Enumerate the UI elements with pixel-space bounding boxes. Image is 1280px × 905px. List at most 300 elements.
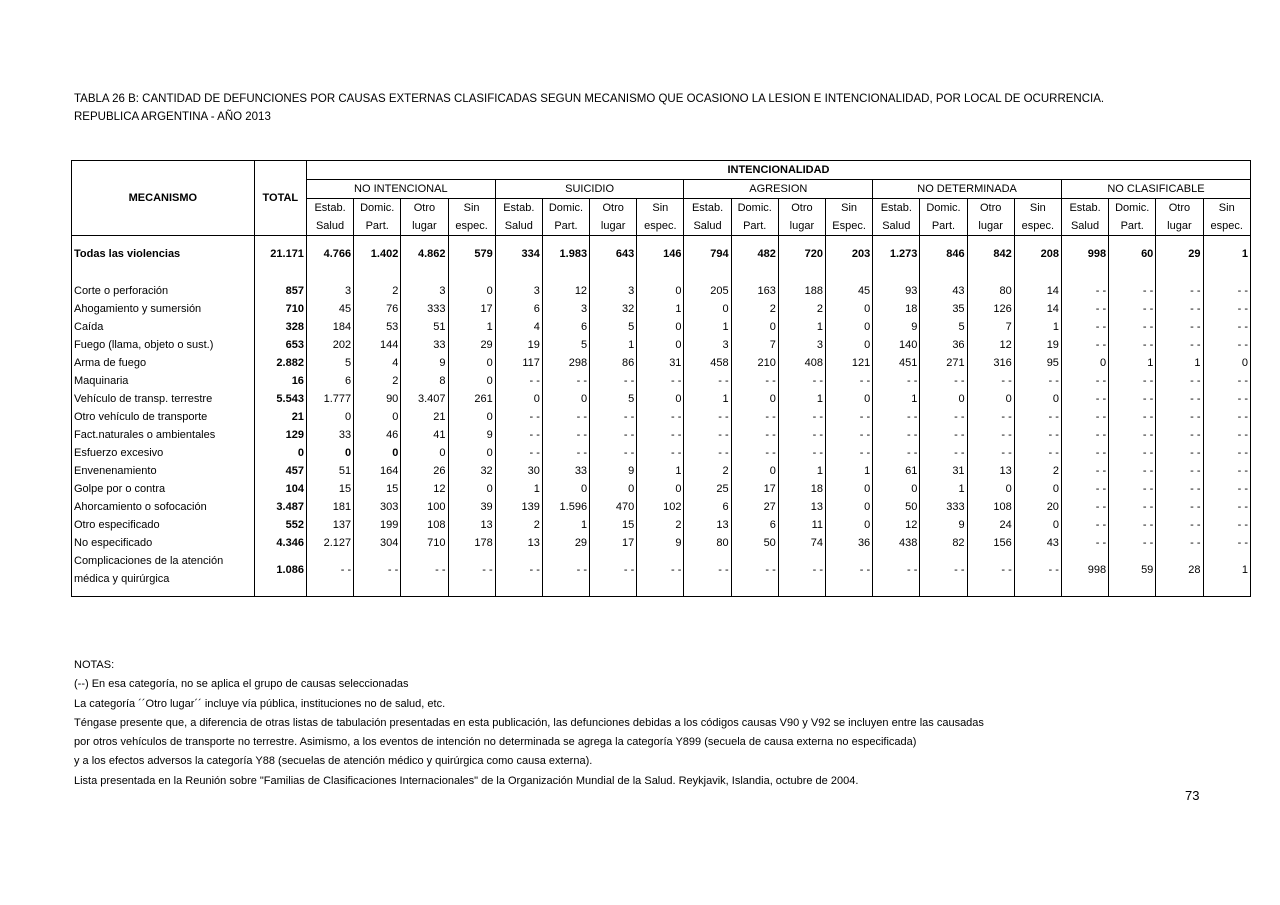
data-cell: - - — [1203, 462, 1251, 480]
row-total: 857 — [254, 282, 306, 300]
data-cell: - - — [1156, 408, 1203, 426]
data-cell: - - — [778, 372, 825, 390]
sub-header: lugar — [778, 217, 825, 236]
data-cell: - - — [1061, 462, 1108, 480]
row-total: 1.086 — [254, 552, 306, 588]
spacer-cell — [778, 588, 825, 597]
data-cell: 0 — [306, 408, 353, 426]
spacer-cell — [590, 588, 637, 597]
data-cell: 3 — [590, 282, 637, 300]
data-cell: - - — [1014, 372, 1061, 390]
note-line: por otros vehículos de transporte no terrestre. Asimismo, a los eventos de intención no determinada se agrega la categoría Y899 (secuela de causa externa no especificada) — [74, 736, 917, 749]
data-cell: 8 — [401, 372, 448, 390]
data-cell: - - — [778, 444, 825, 462]
data-cell: - - — [1061, 426, 1108, 444]
data-cell: 0 — [1014, 390, 1061, 408]
data-cell: 108 — [967, 498, 1014, 516]
data-cell: 1 — [1203, 552, 1251, 588]
data-cell: - - — [637, 426, 684, 444]
table-row — [72, 300, 1251, 318]
data-cell: 0 — [826, 300, 873, 318]
row-label: Esfuerzo excesivo — [72, 444, 255, 462]
data-cell: - - — [873, 372, 920, 390]
spacer-cell — [254, 263, 306, 282]
data-cell: - - — [1156, 516, 1203, 534]
row-total: 552 — [254, 516, 306, 534]
data-cell: 140 — [873, 336, 920, 354]
data-cell: 842 — [967, 245, 1014, 263]
data-cell: - - — [731, 426, 778, 444]
data-cell: 458 — [684, 354, 731, 372]
data-cell: 13 — [967, 462, 1014, 480]
data-cell: 156 — [967, 534, 1014, 552]
data-cell: 1.596 — [542, 498, 589, 516]
sub-header: Part. — [1109, 217, 1156, 236]
spacer-cell — [1203, 263, 1251, 282]
data-cell: - - — [1061, 408, 1108, 426]
row-label-line: Complicaciones de la atención — [74, 555, 224, 567]
data-cell: 0 — [354, 444, 401, 462]
sub-header: Otro — [967, 199, 1014, 218]
table-row — [72, 444, 1251, 462]
data-cell: 3 — [684, 336, 731, 354]
data-cell: 30 — [495, 462, 542, 480]
data-cell: 203 — [826, 245, 873, 263]
data-cell: 408 — [778, 354, 825, 372]
data-cell: - - — [778, 552, 825, 588]
data-cell: - - — [590, 372, 637, 390]
data-cell: 998 — [1061, 552, 1108, 588]
sub-header: Domic. — [542, 199, 589, 218]
data-cell: 0 — [448, 372, 495, 390]
header-total: TOTAL — [254, 161, 306, 236]
data-cell: 5 — [590, 390, 637, 408]
data-cell: - - — [967, 408, 1014, 426]
group-header: NO INTENCIONAL — [306, 180, 495, 199]
spacer-cell — [401, 588, 448, 597]
data-cell: - - — [590, 444, 637, 462]
spacer-cell — [354, 236, 401, 246]
data-cell: 144 — [354, 336, 401, 354]
data-cell: 710 — [401, 534, 448, 552]
spacer-cell — [778, 236, 825, 246]
data-cell: - - — [1109, 390, 1156, 408]
table-row — [72, 534, 1251, 552]
data-cell: - - — [1203, 318, 1251, 336]
data-cell: 261 — [448, 390, 495, 408]
data-cell: - - — [1156, 534, 1203, 552]
data-cell: 4.862 — [401, 245, 448, 263]
data-cell: 50 — [873, 498, 920, 516]
spacer-cell — [920, 236, 967, 246]
sub-header: Estab. — [1061, 199, 1108, 218]
spacer-cell — [542, 236, 589, 246]
data-cell: - - — [1109, 318, 1156, 336]
data-cell: - - — [1203, 498, 1251, 516]
data-cell: 9 — [873, 318, 920, 336]
data-cell: 31 — [637, 354, 684, 372]
row-label: Envenenamiento — [72, 462, 255, 480]
data-cell: 0 — [542, 390, 589, 408]
row-label: Corte o perforación — [72, 282, 255, 300]
table-row — [72, 480, 1251, 498]
data-cell: - - — [1156, 390, 1203, 408]
data-cell: - - — [1109, 444, 1156, 462]
data-cell: - - — [1156, 444, 1203, 462]
data-cell: 60 — [1109, 245, 1156, 263]
data-cell: 28 — [1156, 552, 1203, 588]
data-cell: 33 — [401, 336, 448, 354]
spacer-cell — [354, 588, 401, 597]
data-cell: 29 — [1156, 245, 1203, 263]
data-cell: - - — [826, 426, 873, 444]
data-cell: - - — [637, 552, 684, 588]
spacer-cell — [448, 263, 495, 282]
row-total: 5.543 — [254, 390, 306, 408]
data-cell: 298 — [542, 354, 589, 372]
sub-header: Sin — [826, 199, 873, 218]
data-cell: 0 — [967, 480, 1014, 498]
table-row — [72, 282, 1251, 300]
data-cell: 126 — [967, 300, 1014, 318]
sub-header: espec. — [1203, 217, 1251, 236]
spacer-cell — [1203, 588, 1251, 597]
data-cell: 6 — [495, 300, 542, 318]
data-cell: 18 — [873, 300, 920, 318]
row-label: Arma de fuego — [72, 354, 255, 372]
data-cell: 3.407 — [401, 390, 448, 408]
sub-header: lugar — [401, 217, 448, 236]
data-cell: 1 — [637, 462, 684, 480]
data-cell: - - — [873, 408, 920, 426]
data-cell: 2 — [778, 300, 825, 318]
data-cell: - - — [1061, 480, 1108, 498]
data-cell: 19 — [1014, 336, 1061, 354]
data-cell: 15 — [590, 516, 637, 534]
spacer-cell — [495, 263, 542, 282]
data-cell: 304 — [354, 534, 401, 552]
spacer-cell — [1156, 236, 1203, 246]
spacer-cell — [1109, 263, 1156, 282]
data-cell: 720 — [778, 245, 825, 263]
table-row — [72, 462, 1251, 480]
data-cell: 188 — [778, 282, 825, 300]
sub-header: Sin — [1014, 199, 1061, 218]
data-cell: 27 — [731, 498, 778, 516]
data-cell: 2 — [731, 300, 778, 318]
data-cell: - - — [1014, 408, 1061, 426]
data-cell: 0 — [448, 354, 495, 372]
data-cell: 643 — [590, 245, 637, 263]
data-cell: 1.402 — [354, 245, 401, 263]
data-cell: - - — [1061, 390, 1108, 408]
row-total: 21 — [254, 408, 306, 426]
data-cell: 12 — [967, 336, 1014, 354]
sub-header: Part. — [920, 217, 967, 236]
data-cell: 18 — [778, 480, 825, 498]
data-cell: 0 — [590, 480, 637, 498]
data-cell: 333 — [401, 300, 448, 318]
data-cell: - - — [1203, 372, 1251, 390]
data-cell: 163 — [731, 282, 778, 300]
spacer-cell — [684, 263, 731, 282]
spacer-cell — [873, 236, 920, 246]
data-cell: 3 — [401, 282, 448, 300]
data-cell: 45 — [306, 300, 353, 318]
data-cell: - - — [967, 444, 1014, 462]
data-cell: - - — [1014, 426, 1061, 444]
data-cell: 1 — [448, 318, 495, 336]
data-cell: 43 — [1014, 534, 1061, 552]
spacer-cell — [731, 263, 778, 282]
data-cell: - - — [684, 408, 731, 426]
data-cell: 0 — [826, 480, 873, 498]
spacer-cell — [967, 263, 1014, 282]
data-cell: 5 — [306, 354, 353, 372]
table-row — [72, 408, 1251, 426]
row-label: Otro vehículo de transporte — [72, 408, 255, 426]
spacer-cell — [920, 263, 967, 282]
spacer-cell — [873, 588, 920, 597]
sub-header: lugar — [590, 217, 637, 236]
row-label — [72, 552, 255, 588]
data-cell: 271 — [920, 354, 967, 372]
data-cell: 2.127 — [306, 534, 353, 552]
mortality-table — [71, 160, 1251, 597]
data-cell: 0 — [448, 408, 495, 426]
data-cell: 0 — [637, 336, 684, 354]
data-cell: 41 — [401, 426, 448, 444]
data-cell: 14 — [1014, 282, 1061, 300]
data-cell: - - — [967, 552, 1014, 588]
data-cell: - - — [731, 552, 778, 588]
data-cell: 0 — [731, 390, 778, 408]
spacer-cell — [1014, 588, 1061, 597]
data-cell: 2 — [354, 372, 401, 390]
data-cell: 19 — [495, 336, 542, 354]
spacer-cell — [826, 588, 873, 597]
data-cell: 0 — [401, 444, 448, 462]
note-line: Lista presentada en la Reunión sobre "Familias de Clasificaciones Internacionales" de la Organización Mundial de la Salud. Reykjavik, Islandia, octubre de 2004. — [74, 774, 859, 787]
notes — [74, 656, 984, 791]
data-cell: - - — [1109, 408, 1156, 426]
data-cell: - - — [920, 444, 967, 462]
data-cell: 21 — [401, 408, 448, 426]
data-cell: - - — [1203, 408, 1251, 426]
row-total: 2.882 — [254, 354, 306, 372]
data-cell: 1.273 — [873, 245, 920, 263]
data-cell: - - — [873, 444, 920, 462]
data-cell: - - — [637, 408, 684, 426]
data-cell: - - — [920, 372, 967, 390]
row-total: 4.346 — [254, 534, 306, 552]
spacer-cell — [967, 236, 1014, 246]
data-cell: - - — [1156, 300, 1203, 318]
data-cell: - - — [920, 408, 967, 426]
spacer-cell — [590, 236, 637, 246]
spacer-cell — [637, 588, 684, 597]
data-cell: - - — [684, 372, 731, 390]
data-cell: 12 — [542, 282, 589, 300]
data-cell: 0 — [731, 462, 778, 480]
data-cell: 9 — [590, 462, 637, 480]
data-cell: 164 — [354, 462, 401, 480]
data-cell: - - — [920, 426, 967, 444]
data-cell: 334 — [495, 245, 542, 263]
table-row — [72, 318, 1251, 336]
row-total: 653 — [254, 336, 306, 354]
data-cell: 43 — [920, 282, 967, 300]
sub-header: Estab. — [684, 199, 731, 218]
data-cell: - - — [826, 552, 873, 588]
data-cell: 1 — [1109, 354, 1156, 372]
spacer-cell — [306, 236, 353, 246]
data-cell: - - — [1061, 372, 1108, 390]
spacer-cell — [401, 236, 448, 246]
spacer-cell — [684, 588, 731, 597]
data-cell: 7 — [967, 318, 1014, 336]
data-cell: 5 — [920, 318, 967, 336]
row-label: Fact.naturales o ambientales — [72, 426, 255, 444]
row-total: 0 — [254, 444, 306, 462]
data-cell: 1 — [778, 390, 825, 408]
data-cell: 0 — [873, 480, 920, 498]
spacer-cell — [637, 263, 684, 282]
data-cell: 32 — [448, 462, 495, 480]
spacer-cell — [495, 588, 542, 597]
data-cell: - - — [1061, 516, 1108, 534]
row-total: 457 — [254, 462, 306, 480]
spacer-cell — [731, 588, 778, 597]
spacer-cell — [448, 236, 495, 246]
data-cell: - - — [448, 552, 495, 588]
data-cell: 50 — [731, 534, 778, 552]
spacer-cell — [826, 263, 873, 282]
data-cell: 39 — [448, 498, 495, 516]
data-cell: 13 — [495, 534, 542, 552]
data-cell: 1 — [1014, 318, 1061, 336]
sub-header: lugar — [1156, 217, 1203, 236]
data-cell: 17 — [590, 534, 637, 552]
data-cell: 76 — [354, 300, 401, 318]
data-cell: - - — [354, 552, 401, 588]
data-cell: 1 — [1203, 245, 1251, 263]
spacer-cell — [72, 263, 255, 282]
data-cell: 5 — [590, 318, 637, 336]
data-cell: - - — [1109, 336, 1156, 354]
row-label: Fuego (llama, objeto o sust.) — [72, 336, 255, 354]
data-cell: 579 — [448, 245, 495, 263]
data-cell: 20 — [1014, 498, 1061, 516]
header-intencionalidad: INTENCIONALIDAD — [306, 161, 1250, 180]
spacer-cell — [826, 236, 873, 246]
data-cell: - - — [1156, 480, 1203, 498]
spacer-cell — [1061, 263, 1108, 282]
row-total: 104 — [254, 480, 306, 498]
data-cell: - - — [637, 444, 684, 462]
data-cell: - - — [731, 444, 778, 462]
data-cell: - - — [684, 444, 731, 462]
sub-header: Espec. — [826, 217, 873, 236]
header-mecanismo: MECANISMO — [72, 161, 255, 236]
spacer-cell — [72, 588, 255, 597]
data-cell: 6 — [542, 318, 589, 336]
sub-header: espec. — [637, 217, 684, 236]
row-label: Ahorcamiento o sofocación — [72, 498, 255, 516]
data-cell: - - — [1156, 282, 1203, 300]
data-cell: 25 — [684, 480, 731, 498]
spacer-cell — [1014, 263, 1061, 282]
data-cell: 1 — [637, 300, 684, 318]
data-cell: - - — [1109, 462, 1156, 480]
sub-header: Part. — [542, 217, 589, 236]
row-label: No especificado — [72, 534, 255, 552]
spacer-cell — [542, 588, 589, 597]
data-cell: 0 — [1014, 480, 1061, 498]
data-cell: - - — [920, 552, 967, 588]
data-cell: 1.983 — [542, 245, 589, 263]
data-cell: 0 — [448, 444, 495, 462]
group-header: SUICIDIO — [495, 180, 684, 199]
row-label: Golpe por o contra — [72, 480, 255, 498]
data-cell: 202 — [306, 336, 353, 354]
data-cell: 13 — [778, 498, 825, 516]
data-cell: 5 — [542, 336, 589, 354]
sub-header: Domic. — [920, 199, 967, 218]
data-cell: - - — [1061, 318, 1108, 336]
spacer-cell — [1014, 236, 1061, 246]
spacer-cell — [448, 588, 495, 597]
data-cell: - - — [495, 426, 542, 444]
data-cell: 53 — [354, 318, 401, 336]
sub-header: Domic. — [1109, 199, 1156, 218]
sub-header: Otro — [778, 199, 825, 218]
data-cell: 51 — [401, 318, 448, 336]
spacer-cell — [967, 588, 1014, 597]
data-cell: 333 — [920, 498, 967, 516]
data-cell: - - — [967, 426, 1014, 444]
spacer-cell — [684, 236, 731, 246]
sub-header: Sin — [448, 199, 495, 218]
data-cell: 32 — [590, 300, 637, 318]
sub-header: Part. — [731, 217, 778, 236]
data-cell: 121 — [826, 354, 873, 372]
data-cell: 0 — [1061, 354, 1108, 372]
data-cell: 2 — [495, 516, 542, 534]
data-cell: 316 — [967, 354, 1014, 372]
data-cell: - - — [826, 444, 873, 462]
page-number: 73 — [1185, 788, 1200, 803]
sub-header: Sin — [1203, 199, 1251, 218]
data-cell: - - — [1014, 552, 1061, 588]
note-line: Téngase presente que, a diferencia de otras listas de tabulación presentadas en esta publicación, las defunciones debidas a los códigos causas V90 y V92 se incluyen entre las causadas — [74, 716, 984, 729]
sub-header: Estab. — [495, 199, 542, 218]
sub-header: Estab. — [873, 199, 920, 218]
data-cell: 61 — [873, 462, 920, 480]
spacer-cell — [731, 236, 778, 246]
row-label: Ahogamiento y sumersión — [72, 300, 255, 318]
data-cell: - - — [1061, 534, 1108, 552]
data-cell: - - — [684, 426, 731, 444]
row-total: 328 — [254, 318, 306, 336]
sub-header: Otro — [590, 199, 637, 218]
spacer-cell — [254, 588, 306, 597]
data-cell: 0 — [448, 282, 495, 300]
data-cell: 12 — [873, 516, 920, 534]
sub-header: Salud — [306, 217, 353, 236]
spacer-cell — [306, 588, 353, 597]
data-cell: 45 — [826, 282, 873, 300]
